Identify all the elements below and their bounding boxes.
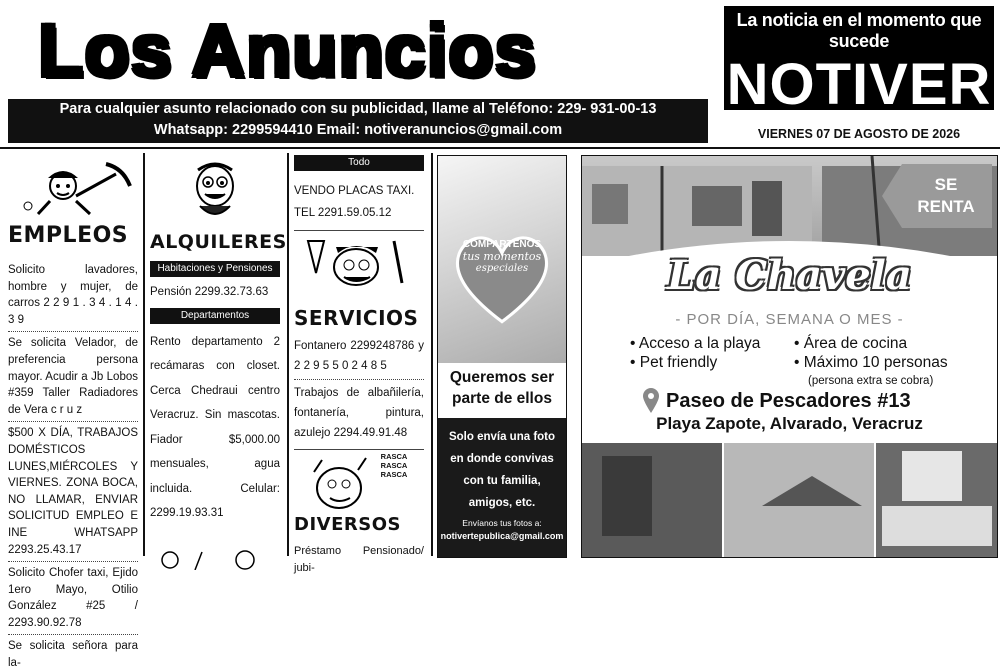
- classified-ad: Solicito lavadores, hombre y mujer, de carros 2 2 9 1 . 3 4 . 1 4 . 3 9: [8, 264, 138, 326]
- issue-date: VIERNES 07 DE AGOSTO DE 2026: [757, 127, 961, 141]
- subcategory-bar: Todo: [294, 155, 424, 171]
- column-divider: [431, 153, 433, 556]
- heart-text-especiales: especiales: [475, 263, 529, 274]
- se-renta-label: SE RENTA: [917, 175, 975, 216]
- diversos-illustration: [294, 450, 424, 514]
- address-line2: Playa Zapote, Alvarado, Veracruz: [656, 414, 923, 433]
- empleos-heading: EMPLEOS: [8, 223, 129, 248]
- heart-text-compartenos: COMPARTENOS: [462, 239, 542, 250]
- classified-ad: Trabajos de albañilería, fontanería, pintura, azulejo 2294.49.91.48: [294, 387, 424, 439]
- address-line1: Paseo de Pescadores #13: [666, 390, 911, 412]
- contact-line-phone: Para cualquier asunto relacionado con su publicidad, llame al Teléfono: 229- 931-00-13: [59, 101, 657, 117]
- alquileres-column: [150, 156, 287, 575]
- share-ad-send-label: Envíanos tus fotos a:: [462, 518, 542, 528]
- classified-ad: Pensión 2299.32.73.63: [150, 286, 269, 298]
- classified-ad: Se solicita señora para la-: [8, 640, 138, 670]
- extra-person-note: (persona extra se cobra): [808, 375, 934, 387]
- classified-ad: Se solicita Velador, de preferencia persona mayor. Acudir a Jb Lobos #359 Taller Radiadores de Vera c r u z: [8, 337, 138, 416]
- top-rule: [0, 147, 1000, 149]
- heart-text-momentos: tus momentos: [462, 250, 542, 263]
- share-moments-ad: [437, 155, 567, 558]
- servicios-column: [294, 155, 424, 576]
- notiver-tagline: La noticia en el momento que sucede: [736, 10, 982, 51]
- classified-ad: Fontanero 2299248786 y 2 2 9 5 5 0 2 4 8 5: [294, 340, 424, 372]
- contact-line-email: Whatsapp: 2299594410 Email: notiveranuncios@gmail.com: [153, 122, 563, 138]
- notiver-logo: [724, 6, 994, 117]
- alquileres-illustration: [150, 156, 280, 226]
- servicios-heading: SERVICIOS: [294, 306, 419, 330]
- alquileres-heading: ALQUILERES: [150, 231, 287, 253]
- subcategory-bar: Departamentos: [150, 308, 280, 324]
- classified-ad: VENDO PLACAS TAXI. TEL 2291.59.05.12: [294, 185, 415, 219]
- share-ad-email: notivertepublica@gmail.com: [440, 531, 564, 541]
- la-chavela-ad: [581, 155, 998, 558]
- speech-bubble: RASCA RASCA RASCA: [380, 452, 408, 479]
- column-divider: [143, 153, 145, 556]
- features-left: [630, 334, 760, 372]
- rental-info-panel: [582, 252, 997, 442]
- feature-item: • Área de cocina: [794, 335, 908, 352]
- alquileres-footer-illustration: [150, 530, 280, 570]
- rental-period: - POR DÍA, SEMANA O MES -: [675, 311, 904, 328]
- plumber-illustration: [294, 233, 424, 303]
- diversos-heading: DIVERSOS: [294, 514, 401, 535]
- worker-pickaxe-illustration: [8, 156, 138, 216]
- feature-item: • Máximo 10 personas: [794, 354, 948, 371]
- contact-bar: [8, 99, 708, 143]
- share-ad-headline: Queremos ser parte de ellos: [438, 363, 566, 413]
- location-pin-icon: [642, 388, 660, 414]
- empleos-column: [8, 156, 138, 672]
- features-right: [794, 334, 948, 391]
- feature-item: • Pet friendly: [630, 354, 718, 371]
- feature-item: • Acceso a la playa: [630, 335, 761, 352]
- share-ad-info: [438, 418, 566, 557]
- masthead-title: Los Anuncios: [38, 9, 537, 92]
- subcategory-bar: Habitaciones y Pensiones: [150, 261, 280, 277]
- classified-ad: Rento departamento 2 recámaras con closet. Cerca Chedraui centro Veracruz. Sin mascotas. Fiador $5,000.00 mensuales, agua incluida. Celular: 2299.19.93.31: [150, 335, 280, 520]
- share-ad-instructions: Solo envía una foto en donde convivas con tu familia, amigos, etc.: [448, 431, 556, 509]
- classified-ad: Préstamo Pensionado/ jubi-: [294, 545, 424, 574]
- property-name: La Chavela: [667, 252, 912, 299]
- classified-ad: Solicito Chofer taxi, Ejido 1ero Mayo, Otilio González #25 / 2293.90.92.78: [8, 567, 138, 629]
- column-divider: [287, 153, 289, 556]
- notiver-name: NOTIVER: [726, 52, 992, 117]
- classified-ad: $500 X DÍA, TRABAJOS DOMÉSTICOS LUNES,MIÉRCOLES Y VIERNES. ZONA BOCA, NO LLAMAR, ENVIAR SOLICITUD EMPLEO E INE WHATSAPP 2293.25.43.17: [8, 427, 138, 556]
